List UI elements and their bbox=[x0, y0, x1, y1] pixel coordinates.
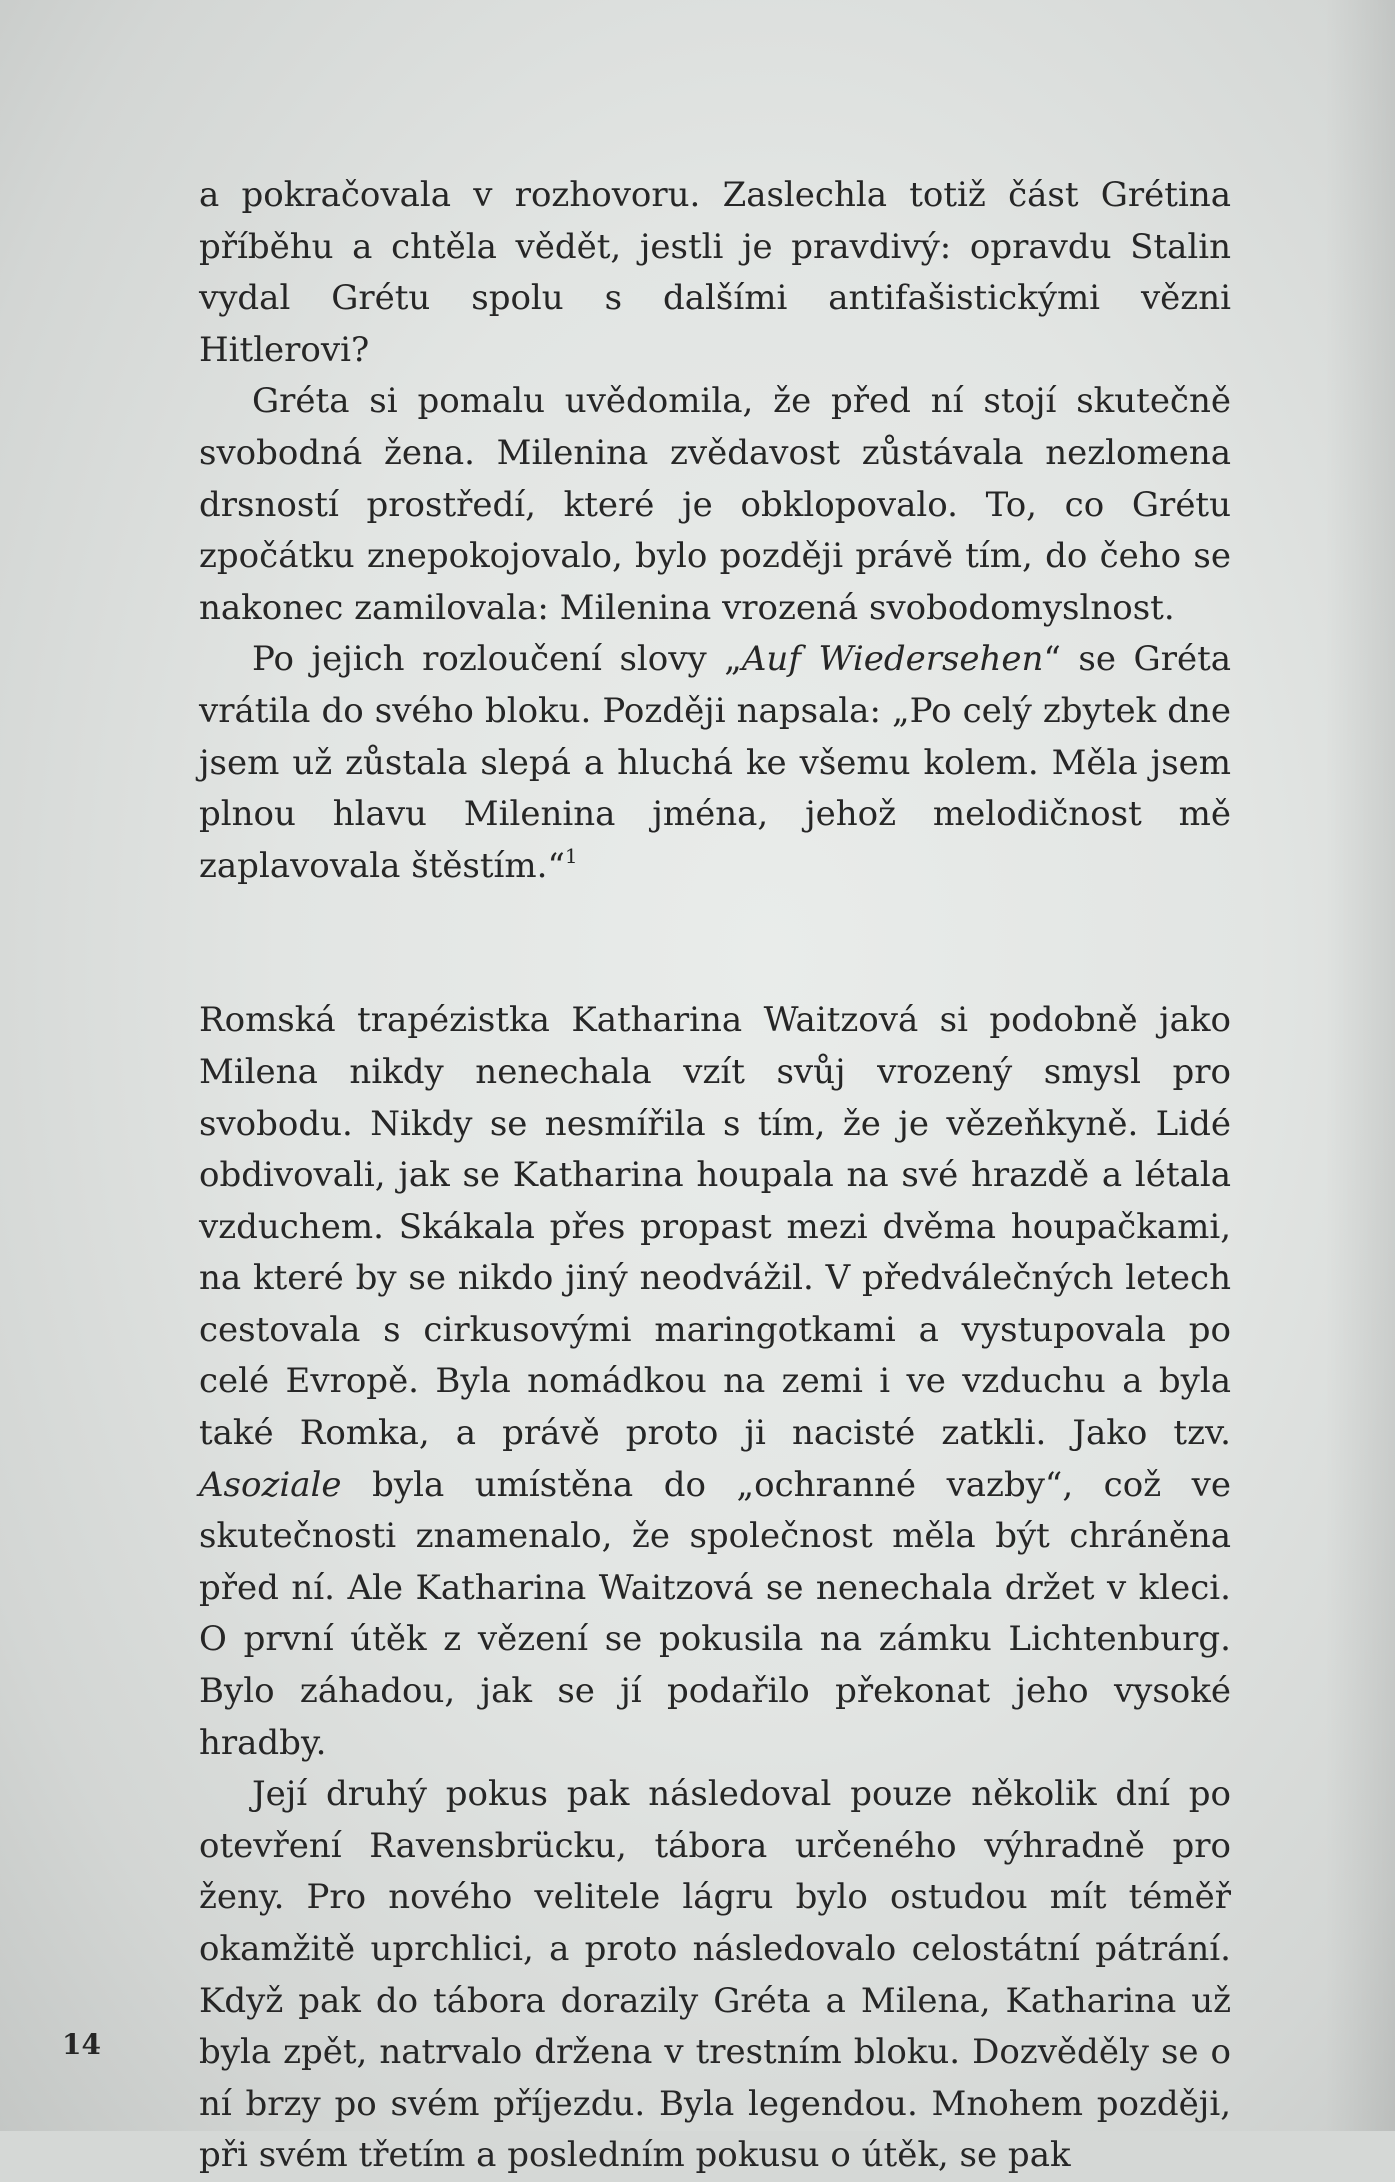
body-text bbox=[199, 170, 1231, 2182]
section-break bbox=[199, 892, 1231, 995]
paragraph-3-italic-phrase: Auf Wiedersehen bbox=[741, 639, 1044, 680]
paragraph-2: Gréta si pomalu uvědomila, že před ní stojí skutečně svobodná žena. Milenina zvědavost zůstávala nezlomena drsností prostředí, které je obklopovalo. To, co Grétu zpočátku znepokojovalo, bylo později právě tím, do čeho se nakonec zamilovala: Milenina vrozená svobodomyslnost. bbox=[199, 381, 1231, 628]
paragraph-4-text-end: byla umístěna do „ochranné vazby“, což ve skutečnosti znamenalo, že společnost měla být chráněna před ní. Ale Katharina Waitzová se nenechala držet v kleci. O první útěk z vězení se pokusila na zámku Lichtenburg. Bylo záhadou, jak se jí podařilo překonat jeho vysoké hradby. bbox=[199, 1464, 1231, 1763]
paragraph-5: Její druhý pokus pak následoval pouze několik dní po otevření Ravensbrücku, tábora určeného výhradně pro ženy. Pro nového velitele lágru bylo ostudou mít téměř okamžitě uprchlici, a proto následovalo celostátní pátrání. Když pak do tábora dorazily Gréta a Milena, Katharina už byla zpět, natrvalo držena v trestním bloku. Dozvěděly se o ní brzy po svém příjezdu. Byla legendou. Mnohem později, při svém třetím a posledním pokusu o útěk, se pak bbox=[199, 1774, 1231, 2176]
page-edge-shadow bbox=[1325, 0, 1395, 2131]
paragraph-4-text-start: Romská trapézistka Katharina Waitzová si podobně jako Milena nikdy nenechala vzít svůj vrozený smysl pro svobodu. Nikdy se nesmířila s tím, že je vězeňkyně. Lidé obdivovali, jak se Katharina houpala na své hrazdě a létala vzduchem. Skákala přes propast mezi dvěma houpačkami, na které by se nikdo jiný neodvážil. V předválečných letech cestovala s cirkusovými maringotkami a vystupovala po celé Evropě. Byla nomádkou na zemi i ve vzduchu a byla také Romka, a právě proto ji nacisté zatkli. Jako tzv. bbox=[199, 1000, 1231, 1454]
paragraph-3-text-end: “ se Gréta vrátila do svého bloku. Později napsala: „Po celý zbytek dne jsem už zůstala slepá a hluchá ke všemu kolem. Měla jsem plnou hlavu Milenina jména, jehož melodičnost mě zaplavovala štěstím.“ bbox=[199, 639, 1231, 886]
paragraph-3 bbox=[199, 634, 1231, 892]
footnote-marker: 1 bbox=[564, 843, 578, 868]
page-number: 14 bbox=[62, 2028, 101, 2061]
paragraph-3-text-start: Po jejich rozloučení slovy „ bbox=[252, 639, 742, 680]
paragraph-4 bbox=[199, 995, 1231, 1769]
paragraph-4-italic-term: Asoziale bbox=[199, 1464, 342, 1505]
paragraph-1: a pokračovala v rozhovoru. Zaslechla totiž část Grétina příběhu a chtěla vědět, jestli je pravdivý: opravdu Stalin vydal Grétu spolu s dalšími antifašistickými vězni Hitlerovi? bbox=[199, 175, 1231, 370]
